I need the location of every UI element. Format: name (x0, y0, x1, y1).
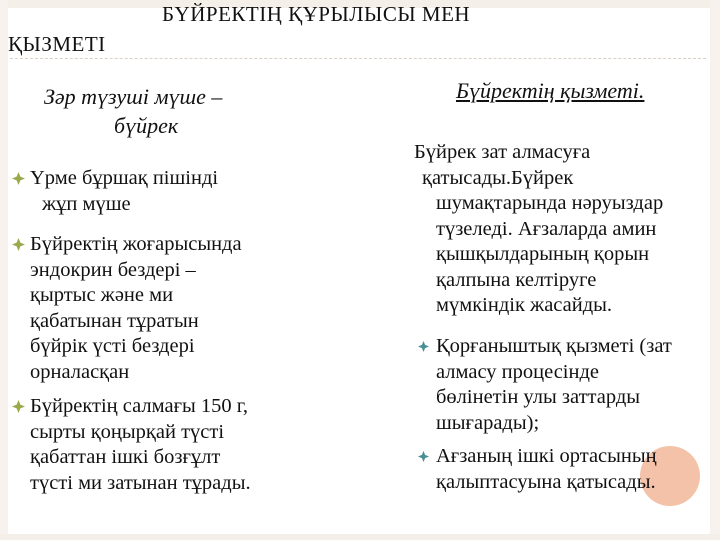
right-heading: Бүйректің қызметі. (456, 78, 645, 103)
right-intro-line: қышқылдарының қорын (436, 243, 650, 265)
left-item-2-line: бүйрік үсті бездері (30, 335, 195, 357)
right-intro-line: қалпына келтіруге (436, 268, 597, 291)
right-item-1-line: шығарады); (436, 411, 540, 434)
right-intro-line: түзеледі. Ағзаларда амин (436, 217, 657, 240)
leaf-bullet-icon (12, 172, 25, 185)
right-item-1 (436, 334, 672, 436)
slide-frame-left (0, 0, 8, 540)
right-intro-line: қатысады.Бүйрек (422, 166, 574, 189)
teal-bullet-icon (418, 451, 429, 462)
left-subheading-line2: бүйрек (114, 113, 179, 138)
left-item-3-line: Бүйректің салмағы 150 г, (30, 395, 248, 417)
leaf-bullet-icon (12, 400, 25, 413)
left-item-2-line: орналасқан (30, 360, 130, 383)
slide-title-line2: ҚЫЗМЕТІ (8, 32, 106, 56)
left-item-3 (30, 394, 251, 496)
title-divider (10, 58, 706, 59)
right-intro-line: Бүйрек зат алмасуға (414, 141, 591, 163)
slide-frame-right (710, 0, 720, 540)
slide-title-line1: БҮЙРЕКТІҢ ҚҰРЫЛЫСЫ МЕН (162, 2, 471, 26)
left-item-1 (30, 166, 218, 217)
left-item-3-line: сырты қоңырқай түсті (30, 420, 225, 443)
left-item-2 (30, 232, 242, 385)
left-item-2-line: қабатынан тұратын (30, 309, 199, 332)
right-intro (414, 140, 663, 319)
left-item-3-line: түсті ми затынан тұрады. (30, 471, 251, 494)
right-item-2-line: қалыптасуына қатысады. (436, 470, 656, 493)
right-intro-line: мүмкіндік жасайды. (436, 294, 613, 316)
left-item-2-line: эндокрин бездері – (30, 258, 196, 281)
slide-frame-bottom (0, 534, 720, 540)
right-item-1-line: Қорғаныштық қызметі (зат (436, 335, 672, 357)
leaf-bullet-icon (12, 238, 25, 251)
left-item-2-line: Бүйректің жоғарысында (30, 233, 242, 255)
right-item-2 (436, 444, 657, 495)
left-item-3-line: қабаттан ішкі бозғұлт (30, 446, 221, 468)
right-item-1-line: бөлінетін улы заттарды (436, 386, 641, 408)
right-item-2-line: Ағзаның ішкі ортасының (436, 445, 657, 467)
right-intro-line: шумақтарында нәруыздар (436, 192, 664, 214)
right-item-1-line: алмасу процесінде (436, 360, 599, 383)
left-subheading-line1: Зәр түзуші мүше – (44, 84, 223, 109)
left-item-1-line: жұп мүше (42, 192, 131, 215)
left-item-2-line: қыртыс және ми (30, 284, 174, 306)
teal-bullet-icon (418, 341, 429, 352)
left-item-1-line: Үрме бұршақ пішінді (30, 167, 219, 189)
